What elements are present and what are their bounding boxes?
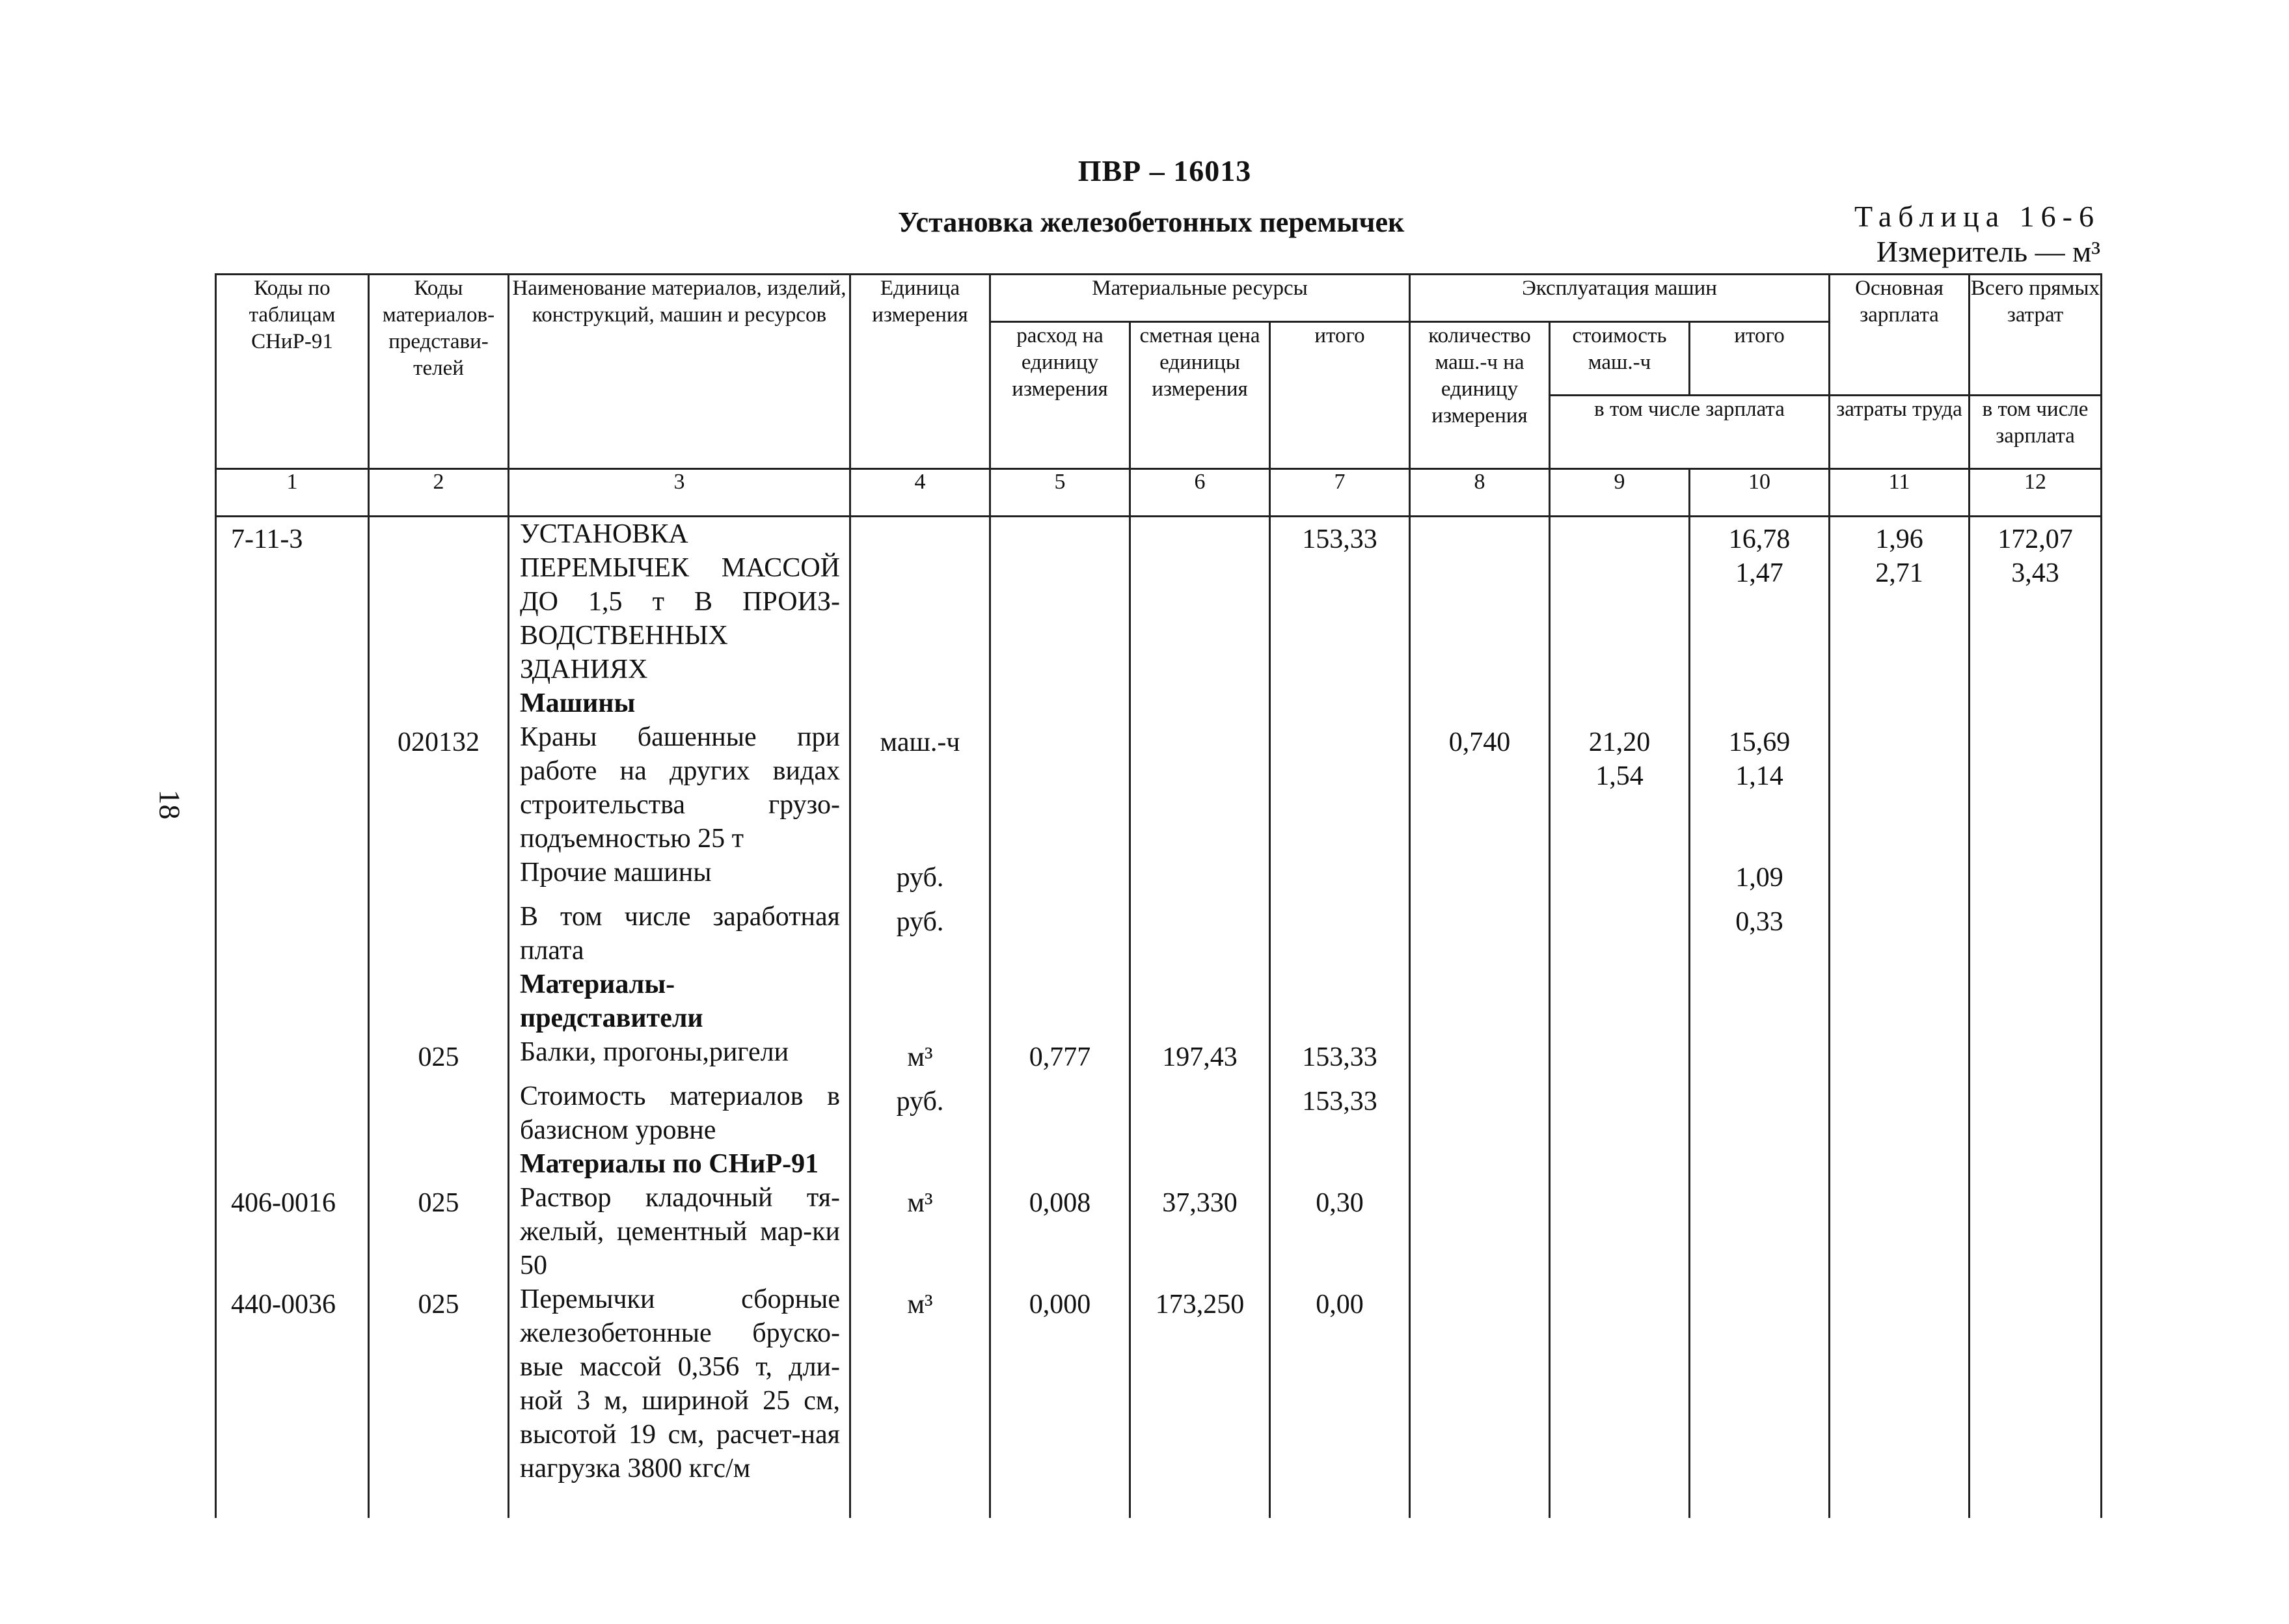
table-row — [216, 1181, 2102, 1282]
cell-c1 — [216, 856, 369, 900]
cell-c2 — [369, 1079, 509, 1147]
cell-c5: 0,777 — [990, 1035, 1130, 1079]
table-body — [216, 517, 2102, 1486]
col-header-4: Единица измерения — [850, 275, 990, 469]
cell-c6 — [1130, 968, 1270, 1035]
col-number: 4 — [850, 469, 990, 517]
table-row — [216, 968, 2102, 1035]
cell-c11 — [1830, 856, 1970, 900]
meter-label: Измеритель — м³ — [1876, 235, 2100, 268]
cell-c10: 15,69 1,14 — [1690, 720, 1830, 856]
cell-c10: 1,09 — [1690, 856, 1830, 900]
cell-c9 — [1550, 1181, 1690, 1282]
cell-c8 — [1410, 1181, 1550, 1282]
cell-unit: м³ — [850, 1282, 990, 1485]
cell-c12 — [1970, 1282, 2102, 1485]
cell-c9 — [1550, 856, 1690, 900]
col-header-8: количество маш.-ч на единицу измерения — [1410, 322, 1550, 469]
cell-c12 — [1970, 1079, 2102, 1147]
cell-unit: м³ — [850, 1035, 990, 1079]
cell-c5 — [990, 517, 1130, 687]
resources-table — [215, 273, 2102, 1518]
col-number: 12 — [1970, 469, 2102, 517]
cell-c1 — [216, 900, 369, 968]
cell-c7 — [1270, 900, 1410, 968]
cell-c5 — [990, 1079, 1130, 1147]
cell-c7: 0,00 — [1270, 1282, 1410, 1485]
col-header-2: Коды материалов-представи-телей — [369, 275, 509, 469]
cell-c8: 0,740 — [1410, 720, 1550, 856]
cell-c11 — [1830, 686, 1970, 720]
cell-c7: 153,33 — [1270, 1035, 1410, 1079]
cell-c10 — [1690, 686, 1830, 720]
col-number: 5 — [990, 469, 1130, 517]
cell-c2: 025 — [369, 1181, 509, 1282]
cell-c11 — [1830, 900, 1970, 968]
cell-c7: 153,33 — [1270, 517, 1410, 687]
cell-c9 — [1550, 1035, 1690, 1079]
cell-c12 — [1970, 1181, 2102, 1282]
cell-c11 — [1830, 1079, 1970, 1147]
cell-c9 — [1550, 1147, 1690, 1181]
cell-c1 — [216, 1147, 369, 1181]
cell-c8 — [1410, 517, 1550, 687]
cell-c2 — [369, 900, 509, 968]
cell-c11 — [1830, 1147, 1970, 1181]
cell-c2 — [369, 968, 509, 1035]
cell-c8 — [1410, 686, 1550, 720]
cell-c6: 197,43 — [1130, 1035, 1270, 1079]
cell-name: Краны башенные при работе на других видах строительства грузо-подъемностью 25 т — [509, 720, 850, 856]
col-number: 3 — [509, 469, 850, 517]
cell-c12 — [1970, 1035, 2102, 1079]
cell-c11 — [1830, 1181, 1970, 1282]
cell-c8 — [1410, 856, 1550, 900]
table-row — [216, 686, 2102, 720]
cell-unit — [850, 517, 990, 687]
cell-c11 — [1830, 720, 1970, 856]
cell-c8 — [1410, 1147, 1550, 1181]
cell-c9 — [1550, 517, 1690, 687]
col-header-1: Коды по таблицам СНиР-91 — [216, 275, 369, 469]
group-header-machines: Эксплуатация машин — [1410, 275, 1830, 322]
cell-c2: 020132 — [369, 720, 509, 856]
cell-c5 — [990, 968, 1130, 1035]
cell-c11 — [1830, 1282, 1970, 1485]
cell-c1 — [216, 1035, 369, 1079]
cell-c10 — [1690, 1181, 1830, 1282]
cell-name: Материалы по СНиР-91 — [509, 1147, 850, 1181]
cell-unit: маш.-ч — [850, 720, 990, 856]
cell-c12 — [1970, 1147, 2102, 1181]
cell-c5 — [990, 686, 1130, 720]
cell-c12 — [1970, 720, 2102, 856]
cell-unit — [850, 1147, 990, 1181]
cell-c1 — [216, 720, 369, 856]
cell-c5: 0,008 — [990, 1181, 1130, 1282]
cell-name: Стоимость материалов в базисном уровне — [509, 1079, 850, 1147]
cell-c8 — [1410, 900, 1550, 968]
table-row — [216, 1035, 2102, 1079]
cell-c12 — [1970, 900, 2102, 968]
group-header-materials: Материальные ресурсы — [990, 275, 1410, 322]
cell-unit — [850, 686, 990, 720]
cell-c7 — [1270, 686, 1410, 720]
cell-c6 — [1130, 1147, 1270, 1181]
cell-name: Перемычки сборные железобетонные бруско-вые массой 0,356 т, дли-ной 3 м, шириной 25 см, высотой 19 см, расчет-ная нагрузка 3800 кгс/м — [509, 1282, 850, 1485]
cell-c12 — [1970, 856, 2102, 900]
cell-c8 — [1410, 1282, 1550, 1485]
cell-name: Материалы-представители — [509, 968, 850, 1035]
cell-unit: руб. — [850, 856, 990, 900]
col-number: 10 — [1690, 469, 1830, 517]
cell-c9 — [1550, 1282, 1690, 1485]
cell-c11 — [1830, 968, 1970, 1035]
cell-c9 — [1550, 968, 1690, 1035]
cell-c1 — [216, 686, 369, 720]
cell-c11 — [1830, 1035, 1970, 1079]
col-number: 7 — [1270, 469, 1410, 517]
cell-c12: 172,07 3,43 — [1970, 517, 2102, 687]
cell-c6 — [1130, 517, 1270, 687]
cell-c6 — [1130, 1079, 1270, 1147]
cell-c6 — [1130, 686, 1270, 720]
cell-c5 — [990, 720, 1130, 856]
col-number: 11 — [1830, 469, 1970, 517]
cell-c1 — [216, 1079, 369, 1147]
col-header-5: расход на единицу измерения — [990, 322, 1130, 469]
col-number: 6 — [1130, 469, 1270, 517]
cell-c10 — [1690, 1079, 1830, 1147]
col-header-3: Наименование материалов, изделий, конструкций, машин и ресурсов — [509, 275, 850, 469]
cell-c5 — [990, 856, 1130, 900]
col-header-6: сметная цена единицы измерения — [1130, 322, 1270, 469]
cell-c7 — [1270, 720, 1410, 856]
document-title: Установка железобетонных перемычек — [898, 206, 1405, 238]
cell-c2 — [369, 1147, 509, 1181]
table-row — [216, 856, 2102, 900]
col-subheader-12: в том числе зарплата — [1970, 396, 2102, 469]
cell-c9 — [1550, 900, 1690, 968]
cell-c5 — [990, 900, 1130, 968]
cell-c10 — [1690, 1282, 1830, 1485]
cell-c9: 21,20 1,54 — [1550, 720, 1690, 856]
cell-name: УСТАНОВКА ПЕРЕМЫЧЕК МАССОЙ ДО 1,5 т В ПРОИЗ-ВОДСТВЕННЫХ ЗДАНИЯХ — [509, 517, 850, 687]
page-number: 18 — [153, 789, 187, 820]
cell-c10 — [1690, 1035, 1830, 1079]
cell-c7 — [1270, 1147, 1410, 1181]
cell-c2: 025 — [369, 1282, 509, 1485]
cell-c1: 406-0016 — [216, 1181, 369, 1282]
cell-c7 — [1270, 968, 1410, 1035]
cell-unit — [850, 968, 990, 1035]
table-row — [216, 900, 2102, 968]
col-header-10: итого — [1690, 322, 1830, 396]
cell-c6 — [1130, 720, 1270, 856]
col-number: 2 — [369, 469, 509, 517]
table-label: Таблица 16-6 — [1854, 200, 2100, 233]
cell-c7: 153,33 — [1270, 1079, 1410, 1147]
cell-c10: 0,33 — [1690, 900, 1830, 968]
col-header-11: Основная зарплата — [1830, 275, 1970, 396]
cell-c11: 1,96 2,71 — [1830, 517, 1970, 687]
cell-c10: 16,78 1,47 — [1690, 517, 1830, 687]
cell-c6 — [1130, 900, 1270, 968]
cell-c12 — [1970, 968, 2102, 1035]
cell-c2 — [369, 517, 509, 687]
cell-unit: руб. — [850, 900, 990, 968]
col-header-9: стоимость маш.-ч — [1550, 322, 1690, 396]
col-number: 9 — [1550, 469, 1690, 517]
cell-c10 — [1690, 968, 1830, 1035]
cell-c9 — [1550, 686, 1690, 720]
cell-name: Прочие машины — [509, 856, 850, 900]
cell-c1 — [216, 968, 369, 1035]
cell-c7: 0,30 — [1270, 1181, 1410, 1282]
cell-name: Раствор кладочный тя-желый, цементный мар-ки 50 — [509, 1181, 850, 1282]
table-row — [216, 1147, 2102, 1181]
cell-c9 — [1550, 1079, 1690, 1147]
cell-c6: 173,250 — [1130, 1282, 1270, 1485]
cell-c8 — [1410, 968, 1550, 1035]
cell-c2 — [369, 686, 509, 720]
cell-name: Машины — [509, 686, 850, 720]
cell-c1: 7-11-3 — [216, 517, 369, 687]
cell-c6: 37,330 — [1130, 1181, 1270, 1282]
table-row — [216, 1282, 2102, 1485]
cell-c8 — [1410, 1035, 1550, 1079]
cell-c8 — [1410, 1079, 1550, 1147]
cell-c7 — [1270, 856, 1410, 900]
cell-unit: м³ — [850, 1181, 990, 1282]
col-header-12: Всего прямых затрат — [1970, 275, 2102, 396]
cell-c5 — [990, 1147, 1130, 1181]
col-header-7: итого — [1270, 322, 1410, 469]
cell-c6 — [1130, 856, 1270, 900]
col-subheader-9-10: в том числе зарплата — [1550, 396, 1830, 469]
cell-c1: 440-0036 — [216, 1282, 369, 1485]
cell-c2 — [369, 856, 509, 900]
col-subheader-11: затраты труда — [1830, 396, 1970, 469]
table-row — [216, 720, 2102, 856]
cell-name: В том числе заработная плата — [509, 900, 850, 968]
cell-c12 — [1970, 686, 2102, 720]
cell-unit: руб. — [850, 1079, 990, 1147]
col-number: 8 — [1410, 469, 1550, 517]
col-number: 1 — [216, 469, 369, 517]
cell-c10 — [1690, 1147, 1830, 1181]
table-row — [216, 1079, 2102, 1147]
cell-c5: 0,000 — [990, 1282, 1130, 1485]
cell-name: Балки, прогоны,ригели — [509, 1035, 850, 1079]
table-row — [216, 517, 2102, 687]
cell-c2: 025 — [369, 1035, 509, 1079]
document-code: ПВР – 16013 — [1077, 154, 1252, 187]
